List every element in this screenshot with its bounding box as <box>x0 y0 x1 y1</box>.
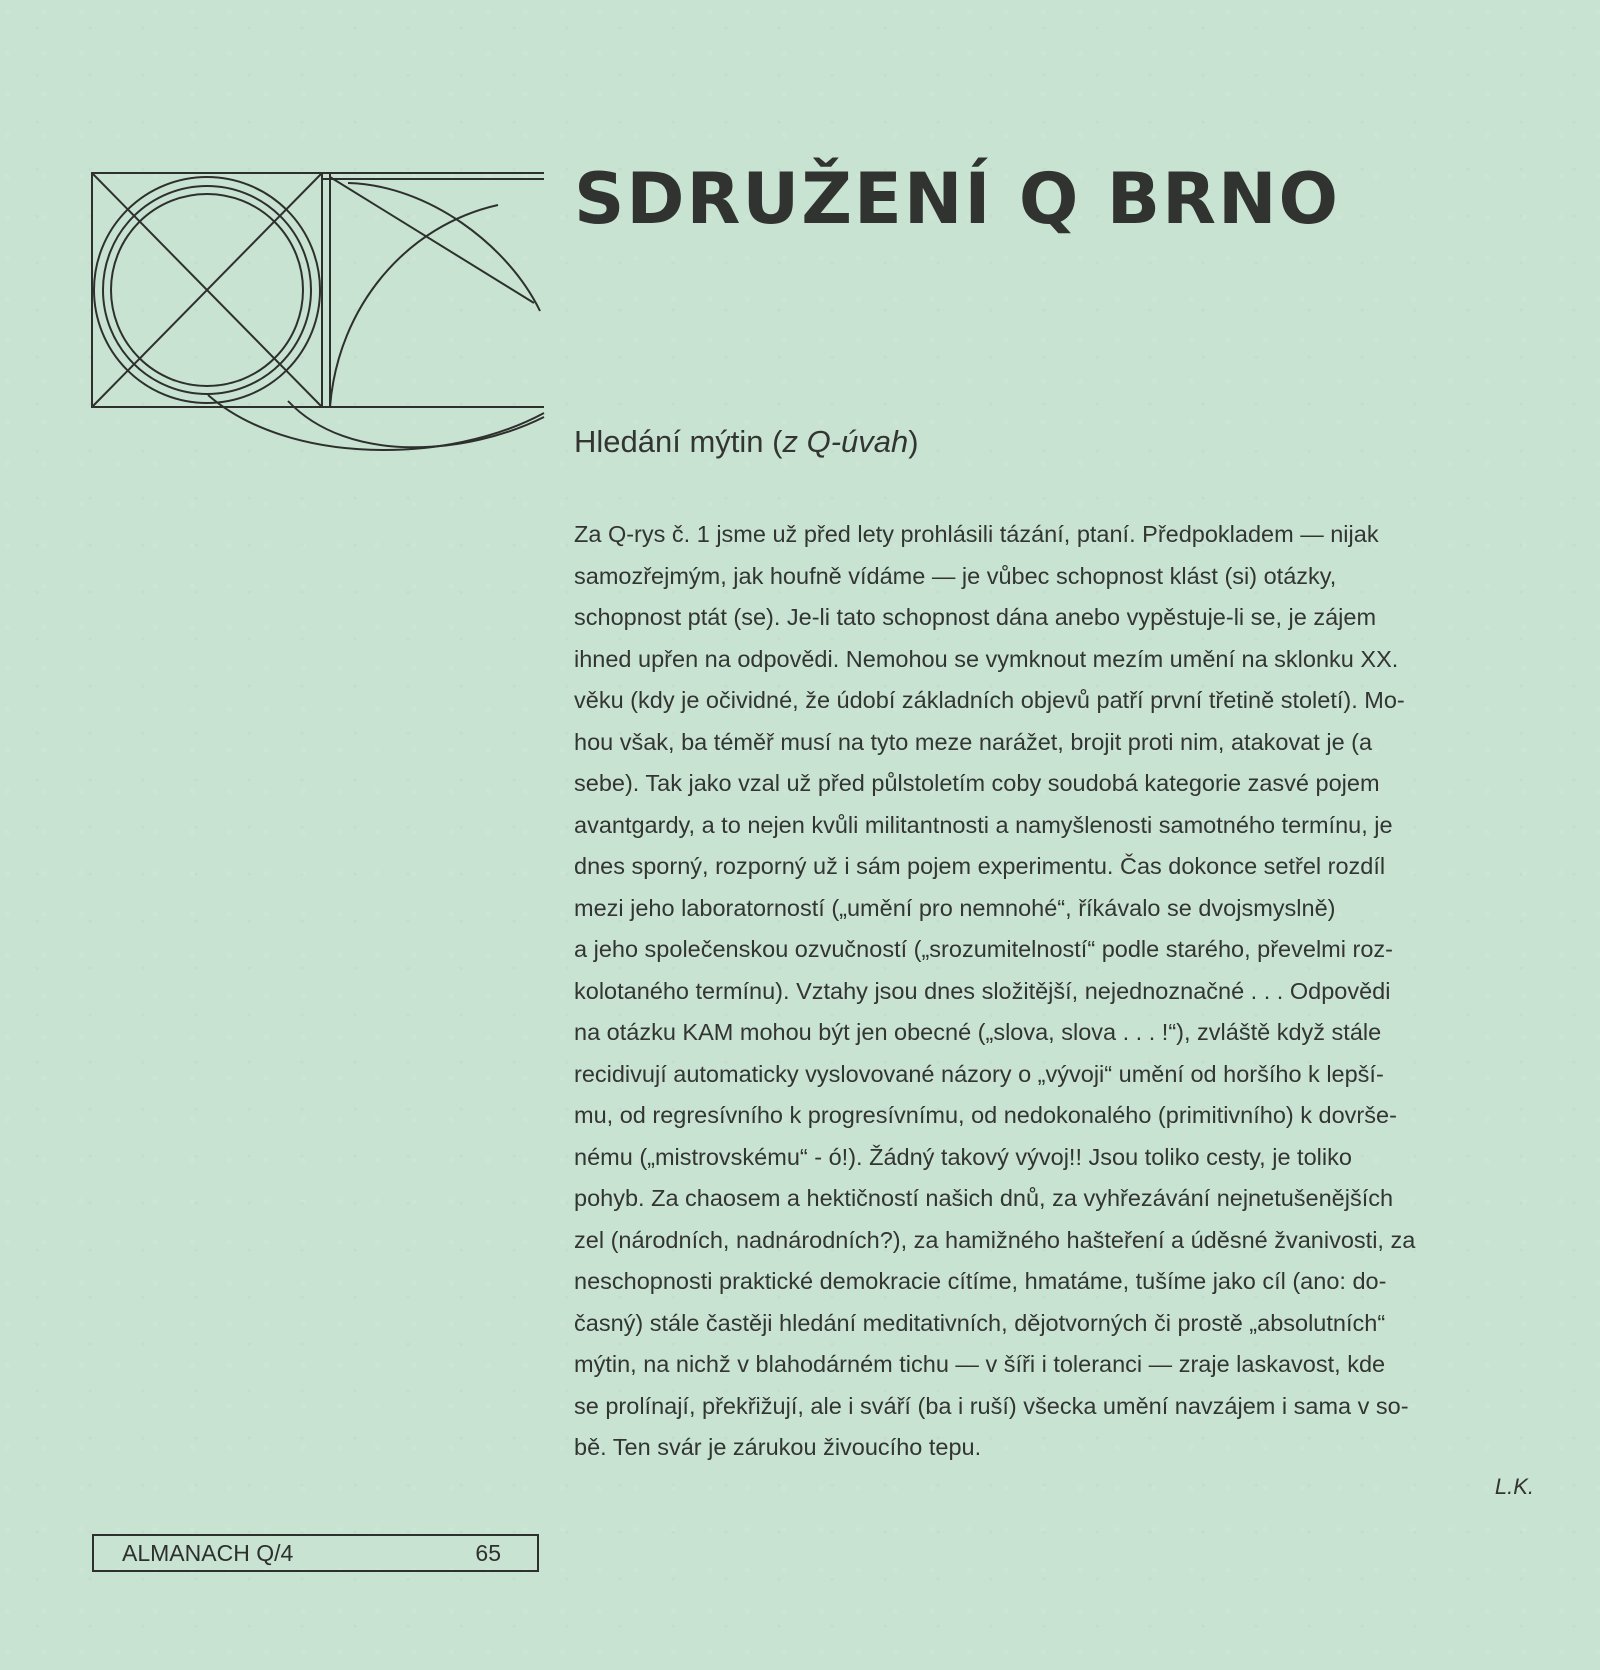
body-line: samozřejmým, jak houfně vídáme — je vůbec schopnost klást (si) otázky, <box>574 562 1337 589</box>
body-line: avantgardy, a to nejen kvůli militantnosti a namyšlenosti samotného termínu, je <box>574 811 1393 838</box>
author-signature: L.K. <box>1494 1474 1534 1499</box>
body-line: Za Q-rys č. 1 jsme už před lety prohlásili tázání, ptaní. Předpokladem — nijak <box>574 521 1379 547</box>
body-line: neschopnosti praktické demokracie cítíme, hmatáme, tušíme jako cíl (ano: do- <box>574 1268 1387 1294</box>
body-line: kolotaného termínu). Vztahy jsou dnes složitější, nejednoznačné . . . Odpovědi <box>574 977 1391 1004</box>
article-heading <box>574 424 919 460</box>
body-line: věku (kdy je očividné, že údobí základních objevů patří první třetině století). Mo- <box>574 687 1405 713</box>
body-line: pohyb. Za chaosem a hektičností našich dnů, za vyhřezávání nejnetušenějších <box>574 1185 1394 1211</box>
article-heading-close: ) <box>908 424 919 459</box>
body-line: nému („mistrovskému“ - ó!). Žádný takový vývoj!! Jsou toliko cesty, je toliko <box>574 1143 1352 1170</box>
page-number: 65 <box>475 1539 501 1566</box>
body-line: časný) stále častěji hledání meditativních, dějotvorných či prostě „absolutních“ <box>574 1309 1386 1336</box>
body-line: zel (národních, nadnárodních?), za hamižného hašteření a úděsné žvanivosti, za <box>574 1226 1416 1253</box>
body-line: bě. Ten svár je zárukou živoucího tepu. <box>574 1434 982 1460</box>
body-line: schopnost ptát (se). Je-li tato schopnost dána anebo vypěstuje-li se, je zájem <box>574 604 1377 630</box>
body-line: mezi jeho laboratorností („umění pro nemnohé“, říkávalo se dvojsmyslně) <box>574 894 1336 921</box>
article-heading-italic: z Q-úvah <box>782 424 909 459</box>
body-line: a jeho společenskou ozvučností („srozumitelností“ podle starého, převelmi roz- <box>574 936 1393 962</box>
article-body <box>574 514 1534 1469</box>
body-line: mu, od regresívního k progresívnímu, od nedokonalého (primitivního) k dovrše- <box>574 1102 1397 1128</box>
body-line: recidivují automaticky vyslovované názory o „vývoji“ umění od horšího k lepší- <box>574 1060 1384 1087</box>
footer-publication-box <box>92 1534 539 1572</box>
body-line: mýtin, na nichž v blahodárném tichu — v šíři i toleranci — zraje laskavost, kde <box>574 1351 1386 1377</box>
body-line: se prolínají, překřižují, ale i sváří (ba i ruší) všecka umění navzájem i sama v so- <box>574 1392 1409 1419</box>
body-line: dnes sporný, rozporný už i sám pojem experimentu. Čas dokonce setřel rozdíl <box>574 853 1386 879</box>
page-title: SDRUŽENÍ Q BRNO <box>574 158 1341 240</box>
body-line: hou však, ba téměř musí na tyto meze narážet, brojit proti nim, atakovat je (a <box>574 728 1373 755</box>
body-line: sebe). Tak jako vzal už před půlstoletím coby soudobá kategorie zasvé pojem <box>574 770 1380 796</box>
geometric-q-logo-icon <box>88 165 548 465</box>
body-line: ihned upřen na odpovědi. Nemohou se vymknout mezím umění na sklonku XX. <box>574 645 1399 672</box>
article-heading-main: Hledání mýtin ( <box>574 424 783 459</box>
publication-name: ALMANACH Q/4 <box>122 1539 294 1566</box>
body-line: na otázku KAM mohou být jen obecné („slova, slova . . . !“), zvláště když stále <box>574 1019 1382 1045</box>
